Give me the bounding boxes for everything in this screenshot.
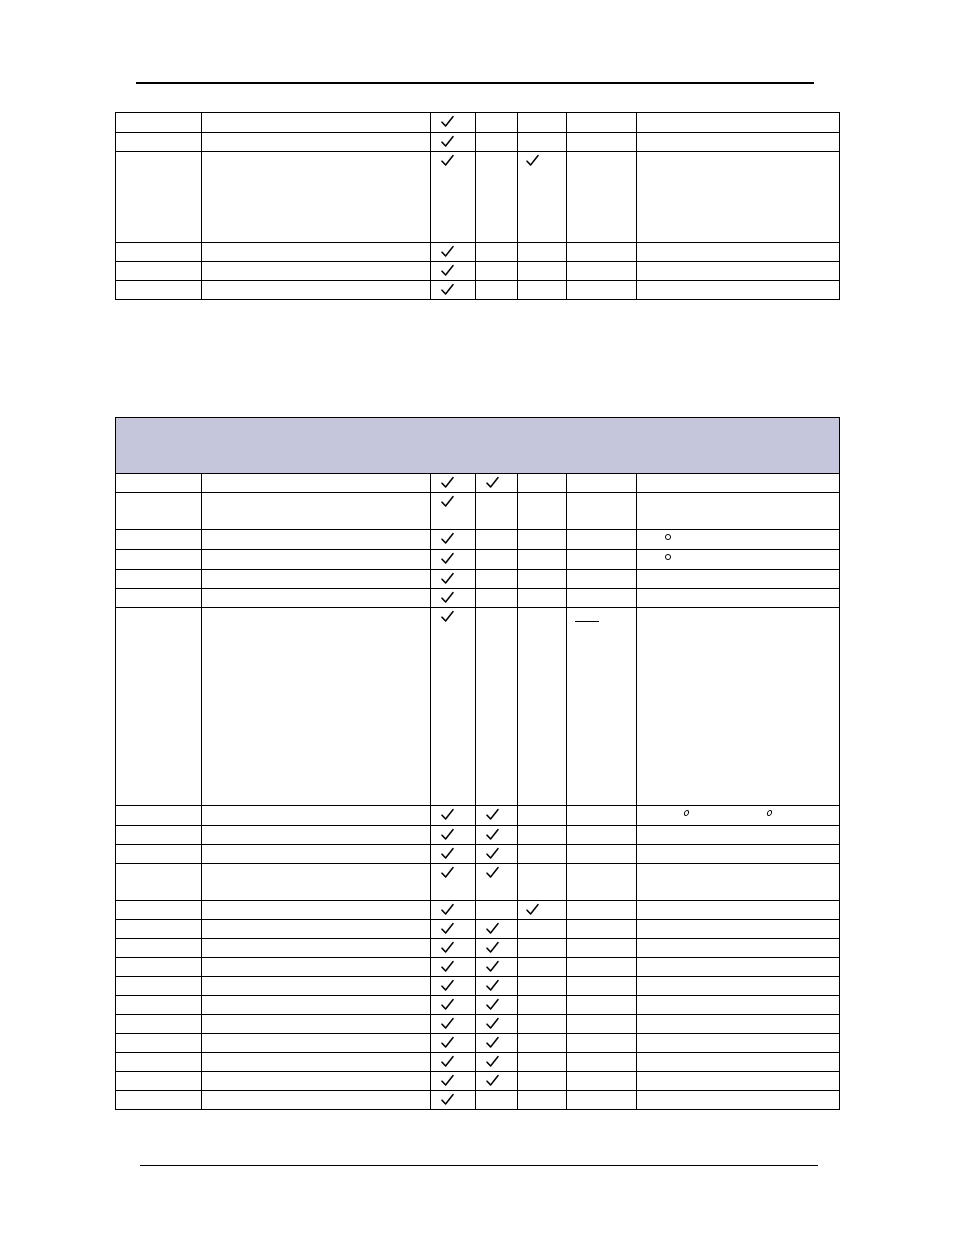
table-cell bbox=[567, 243, 637, 262]
table-cell bbox=[567, 152, 637, 243]
table-cell bbox=[518, 1015, 567, 1034]
check-mark-icon bbox=[486, 960, 499, 973]
table-cell bbox=[518, 608, 567, 806]
check-mark-icon bbox=[486, 866, 499, 879]
table-cell bbox=[431, 958, 476, 977]
table-cell bbox=[116, 152, 202, 243]
table-cell bbox=[637, 901, 840, 920]
table-cell bbox=[567, 262, 637, 281]
table-cell bbox=[637, 864, 840, 901]
table-cell bbox=[431, 1015, 476, 1034]
table-cell bbox=[431, 493, 476, 530]
check-mark-icon bbox=[441, 264, 454, 277]
table-cell bbox=[567, 806, 637, 826]
table-cell bbox=[567, 826, 637, 845]
check-mark-icon bbox=[441, 998, 454, 1011]
table-cell bbox=[431, 864, 476, 901]
table-cell bbox=[116, 608, 202, 806]
table-row bbox=[116, 920, 840, 939]
table-cell bbox=[202, 152, 431, 243]
table-cell bbox=[637, 550, 840, 570]
table-cell bbox=[567, 977, 637, 996]
check-mark-icon bbox=[441, 903, 454, 916]
table-cell bbox=[518, 901, 567, 920]
check-mark-icon bbox=[441, 572, 454, 585]
check-mark-icon bbox=[441, 979, 454, 992]
table-cell bbox=[476, 113, 518, 133]
table-cell bbox=[202, 530, 431, 550]
table-cell bbox=[202, 474, 431, 493]
table-cell bbox=[567, 939, 637, 958]
table-cell bbox=[476, 570, 518, 589]
table-cell bbox=[116, 1053, 202, 1072]
check-mark-icon bbox=[441, 245, 454, 258]
table-cell bbox=[476, 1072, 518, 1091]
table-cell bbox=[202, 570, 431, 589]
table-cell bbox=[476, 939, 518, 958]
table-cell bbox=[202, 550, 431, 570]
check-mark-icon bbox=[441, 283, 454, 296]
check-mark-icon bbox=[441, 941, 454, 954]
table-cell bbox=[431, 939, 476, 958]
table-cell bbox=[116, 1091, 202, 1110]
table-cell bbox=[116, 826, 202, 845]
table-cell bbox=[202, 939, 431, 958]
check-mark-icon bbox=[526, 903, 539, 916]
table-cell bbox=[518, 570, 567, 589]
table-cell bbox=[202, 243, 431, 262]
table-row bbox=[116, 845, 840, 864]
table-row bbox=[116, 152, 840, 243]
table-cell bbox=[431, 1053, 476, 1072]
table-cell bbox=[567, 608, 637, 806]
table-cell bbox=[518, 920, 567, 939]
table-cell bbox=[567, 1072, 637, 1091]
table-cell bbox=[202, 262, 431, 281]
table-row bbox=[116, 1015, 840, 1034]
table-cell bbox=[116, 262, 202, 281]
table-cell bbox=[476, 920, 518, 939]
header-rule bbox=[136, 82, 814, 84]
table-cell bbox=[202, 901, 431, 920]
table-row bbox=[116, 608, 840, 806]
table-cell bbox=[116, 901, 202, 920]
table-row bbox=[116, 1091, 840, 1110]
degree-symbol-icon bbox=[767, 809, 772, 818]
table-row bbox=[116, 493, 840, 530]
table-cell bbox=[202, 113, 431, 133]
table-row bbox=[116, 550, 840, 570]
table-cell bbox=[567, 570, 637, 589]
degree-symbol-icon bbox=[665, 533, 671, 542]
table-cell bbox=[518, 113, 567, 133]
check-mark-icon bbox=[486, 828, 499, 841]
table-cell bbox=[116, 977, 202, 996]
table-cell bbox=[476, 474, 518, 493]
table-cell bbox=[637, 133, 840, 152]
check-mark-icon bbox=[441, 532, 454, 545]
check-mark-icon bbox=[486, 998, 499, 1011]
table-cell bbox=[518, 939, 567, 958]
table-cell bbox=[116, 939, 202, 958]
table-cell bbox=[567, 1015, 637, 1034]
table-cell bbox=[116, 864, 202, 901]
table-cell bbox=[567, 901, 637, 920]
table-cell bbox=[476, 901, 518, 920]
check-mark-icon bbox=[486, 922, 499, 935]
table-cell bbox=[431, 977, 476, 996]
table-row bbox=[116, 864, 840, 901]
table-cell bbox=[431, 589, 476, 608]
table-row bbox=[116, 1053, 840, 1072]
table-cell bbox=[116, 996, 202, 1015]
table-cell bbox=[476, 589, 518, 608]
table-cell bbox=[518, 243, 567, 262]
table-cell bbox=[637, 262, 840, 281]
table-cell bbox=[116, 958, 202, 977]
table-cell bbox=[431, 806, 476, 826]
table-cell bbox=[637, 939, 840, 958]
table-cell bbox=[518, 152, 567, 243]
table-cell bbox=[202, 958, 431, 977]
check-mark-icon bbox=[441, 1017, 454, 1030]
table-cell bbox=[637, 958, 840, 977]
table-cell bbox=[202, 1072, 431, 1091]
table-cell bbox=[567, 1091, 637, 1110]
check-mark-icon bbox=[441, 552, 454, 565]
table-row bbox=[116, 977, 840, 996]
table-cell bbox=[202, 1053, 431, 1072]
table-cell bbox=[567, 281, 637, 300]
table-cell bbox=[431, 1091, 476, 1110]
table-row bbox=[116, 826, 840, 845]
table-cell bbox=[637, 826, 840, 845]
table-cell bbox=[637, 530, 840, 550]
underline-mark bbox=[575, 621, 599, 622]
table-cell bbox=[431, 901, 476, 920]
table-cell bbox=[518, 1034, 567, 1053]
table-cell bbox=[637, 1034, 840, 1053]
table-cell bbox=[637, 996, 840, 1015]
table-cell bbox=[476, 864, 518, 901]
table-cell bbox=[476, 1091, 518, 1110]
table-row bbox=[116, 806, 840, 826]
check-mark-icon bbox=[441, 610, 454, 623]
table-cell bbox=[476, 493, 518, 530]
check-mark-icon bbox=[441, 808, 454, 821]
table-cell bbox=[637, 1015, 840, 1034]
table-cell bbox=[518, 589, 567, 608]
table-cell bbox=[431, 996, 476, 1015]
table-row bbox=[116, 901, 840, 920]
check-mark-icon bbox=[486, 476, 499, 489]
table-cell bbox=[202, 864, 431, 901]
table-cell bbox=[637, 1091, 840, 1110]
table-cell bbox=[476, 262, 518, 281]
table-row bbox=[116, 133, 840, 152]
table-cell bbox=[202, 806, 431, 826]
table-cell bbox=[518, 133, 567, 152]
check-mark-icon bbox=[486, 1036, 499, 1049]
check-mark-icon bbox=[441, 1055, 454, 1068]
table-cell bbox=[567, 996, 637, 1015]
table-cell bbox=[476, 530, 518, 550]
table-cell bbox=[202, 977, 431, 996]
check-mark-icon bbox=[486, 979, 499, 992]
table-cell bbox=[476, 996, 518, 1015]
table-cell bbox=[431, 920, 476, 939]
table-cell bbox=[518, 1091, 567, 1110]
table-row bbox=[116, 281, 840, 300]
table-cell bbox=[476, 243, 518, 262]
specification-table-2 bbox=[115, 417, 840, 1110]
check-mark-icon bbox=[441, 135, 454, 148]
table-cell bbox=[567, 493, 637, 530]
table-row bbox=[116, 589, 840, 608]
table-cell bbox=[431, 474, 476, 493]
table-cell bbox=[431, 113, 476, 133]
table-cell bbox=[567, 550, 637, 570]
table-cell bbox=[637, 920, 840, 939]
table-cell bbox=[116, 474, 202, 493]
table-cell bbox=[202, 920, 431, 939]
table-cell bbox=[476, 608, 518, 806]
table-cell bbox=[431, 1034, 476, 1053]
table-cell bbox=[202, 1034, 431, 1053]
table-row bbox=[116, 530, 840, 550]
table-cell bbox=[116, 243, 202, 262]
table-cell bbox=[518, 281, 567, 300]
check-mark-icon bbox=[441, 1074, 454, 1087]
table-cell bbox=[567, 589, 637, 608]
table-cell bbox=[518, 958, 567, 977]
table-cell bbox=[567, 530, 637, 550]
table-cell bbox=[116, 133, 202, 152]
table-cell bbox=[567, 1053, 637, 1072]
table-row bbox=[116, 1072, 840, 1091]
table-cell bbox=[431, 281, 476, 300]
table-cell bbox=[637, 1072, 840, 1091]
table-cell bbox=[476, 152, 518, 243]
check-mark-icon bbox=[441, 154, 454, 167]
check-mark-icon bbox=[441, 847, 454, 860]
check-mark-icon bbox=[441, 866, 454, 879]
table-cell bbox=[567, 1034, 637, 1053]
table-row bbox=[116, 113, 840, 133]
check-mark-icon bbox=[441, 495, 454, 508]
table-cell bbox=[202, 493, 431, 530]
table-cell bbox=[518, 493, 567, 530]
table-cell bbox=[202, 133, 431, 152]
check-mark-icon bbox=[486, 1055, 499, 1068]
check-mark-icon bbox=[486, 808, 499, 821]
table-cell bbox=[518, 550, 567, 570]
table-cell bbox=[202, 1015, 431, 1034]
table-row bbox=[116, 939, 840, 958]
table-cell bbox=[431, 1072, 476, 1091]
check-mark-icon bbox=[486, 1074, 499, 1087]
table-cell bbox=[567, 113, 637, 133]
table-cell bbox=[476, 845, 518, 864]
table-cell bbox=[567, 845, 637, 864]
table-cell bbox=[116, 920, 202, 939]
check-mark-icon bbox=[441, 828, 454, 841]
table-cell bbox=[637, 113, 840, 133]
table-row bbox=[116, 958, 840, 977]
table-row bbox=[116, 262, 840, 281]
table-cell bbox=[116, 1072, 202, 1091]
table-cell bbox=[518, 826, 567, 845]
table-cell bbox=[116, 806, 202, 826]
table-cell bbox=[637, 589, 840, 608]
table-cell bbox=[518, 1053, 567, 1072]
table-cell bbox=[116, 530, 202, 550]
table-cell bbox=[518, 864, 567, 901]
table-header-band bbox=[116, 418, 840, 474]
table-cell bbox=[637, 845, 840, 864]
check-mark-icon bbox=[441, 591, 454, 604]
table-cell bbox=[431, 530, 476, 550]
table-cell bbox=[116, 550, 202, 570]
table-cell bbox=[476, 806, 518, 826]
table-row bbox=[116, 996, 840, 1015]
table-cell bbox=[476, 826, 518, 845]
table-cell bbox=[637, 608, 840, 806]
table-cell bbox=[518, 1072, 567, 1091]
table-cell bbox=[476, 1034, 518, 1053]
table-row bbox=[116, 243, 840, 262]
table-row bbox=[116, 1034, 840, 1053]
table-cell bbox=[202, 281, 431, 300]
table-cell bbox=[431, 608, 476, 806]
table-cell bbox=[567, 920, 637, 939]
table-row bbox=[116, 570, 840, 589]
table-cell bbox=[431, 826, 476, 845]
table-cell bbox=[202, 826, 431, 845]
check-mark-icon bbox=[441, 115, 454, 128]
table-cell bbox=[518, 977, 567, 996]
table-cell bbox=[476, 133, 518, 152]
table-cell bbox=[567, 474, 637, 493]
table-cell bbox=[476, 550, 518, 570]
table-cell bbox=[202, 589, 431, 608]
table-cell bbox=[567, 864, 637, 901]
table-cell bbox=[202, 996, 431, 1015]
table-cell bbox=[567, 958, 637, 977]
degree-symbol-icon bbox=[665, 553, 671, 562]
table-cell bbox=[116, 493, 202, 530]
table-cell bbox=[567, 133, 637, 152]
table-cell bbox=[637, 493, 840, 530]
check-mark-icon bbox=[441, 960, 454, 973]
table-cell bbox=[431, 262, 476, 281]
table-cell bbox=[637, 243, 840, 262]
specification-table-1 bbox=[115, 112, 840, 300]
table-cell bbox=[637, 474, 840, 493]
table-cell bbox=[431, 845, 476, 864]
table-cell bbox=[637, 1053, 840, 1072]
footer-rule bbox=[140, 1165, 818, 1166]
table-cell bbox=[116, 1015, 202, 1034]
table-cell bbox=[637, 152, 840, 243]
table-cell bbox=[431, 550, 476, 570]
table-cell bbox=[518, 806, 567, 826]
table-cell bbox=[431, 570, 476, 589]
table-cell bbox=[476, 958, 518, 977]
check-mark-icon bbox=[486, 847, 499, 860]
table-cell bbox=[637, 806, 840, 826]
table-cell bbox=[202, 608, 431, 806]
table-cell bbox=[116, 281, 202, 300]
table-cell bbox=[518, 996, 567, 1015]
degree-symbol-icon bbox=[684, 809, 689, 818]
table-cell bbox=[518, 262, 567, 281]
table-cell bbox=[202, 1091, 431, 1110]
table-cell bbox=[476, 1053, 518, 1072]
check-mark-icon bbox=[441, 476, 454, 489]
check-mark-icon bbox=[441, 922, 454, 935]
table-cell bbox=[637, 977, 840, 996]
table-row bbox=[116, 474, 840, 493]
table-cell bbox=[637, 570, 840, 589]
table-cell bbox=[518, 530, 567, 550]
check-mark-icon bbox=[486, 1017, 499, 1030]
table-cell bbox=[518, 845, 567, 864]
check-mark-icon bbox=[441, 1036, 454, 1049]
table-cell bbox=[431, 243, 476, 262]
table-cell bbox=[116, 845, 202, 864]
table-cell bbox=[637, 281, 840, 300]
table-cell bbox=[116, 570, 202, 589]
check-mark-icon bbox=[526, 154, 539, 167]
table-cell bbox=[431, 152, 476, 243]
table-cell bbox=[476, 977, 518, 996]
check-mark-icon bbox=[486, 941, 499, 954]
table-cell bbox=[476, 1015, 518, 1034]
check-mark-icon bbox=[441, 1093, 454, 1106]
table-cell bbox=[202, 845, 431, 864]
table-cell bbox=[116, 113, 202, 133]
table-cell bbox=[476, 281, 518, 300]
table-cell bbox=[431, 133, 476, 152]
table-cell bbox=[116, 1034, 202, 1053]
table-cell bbox=[116, 589, 202, 608]
table-cell bbox=[518, 474, 567, 493]
header-band-cell bbox=[116, 418, 840, 474]
